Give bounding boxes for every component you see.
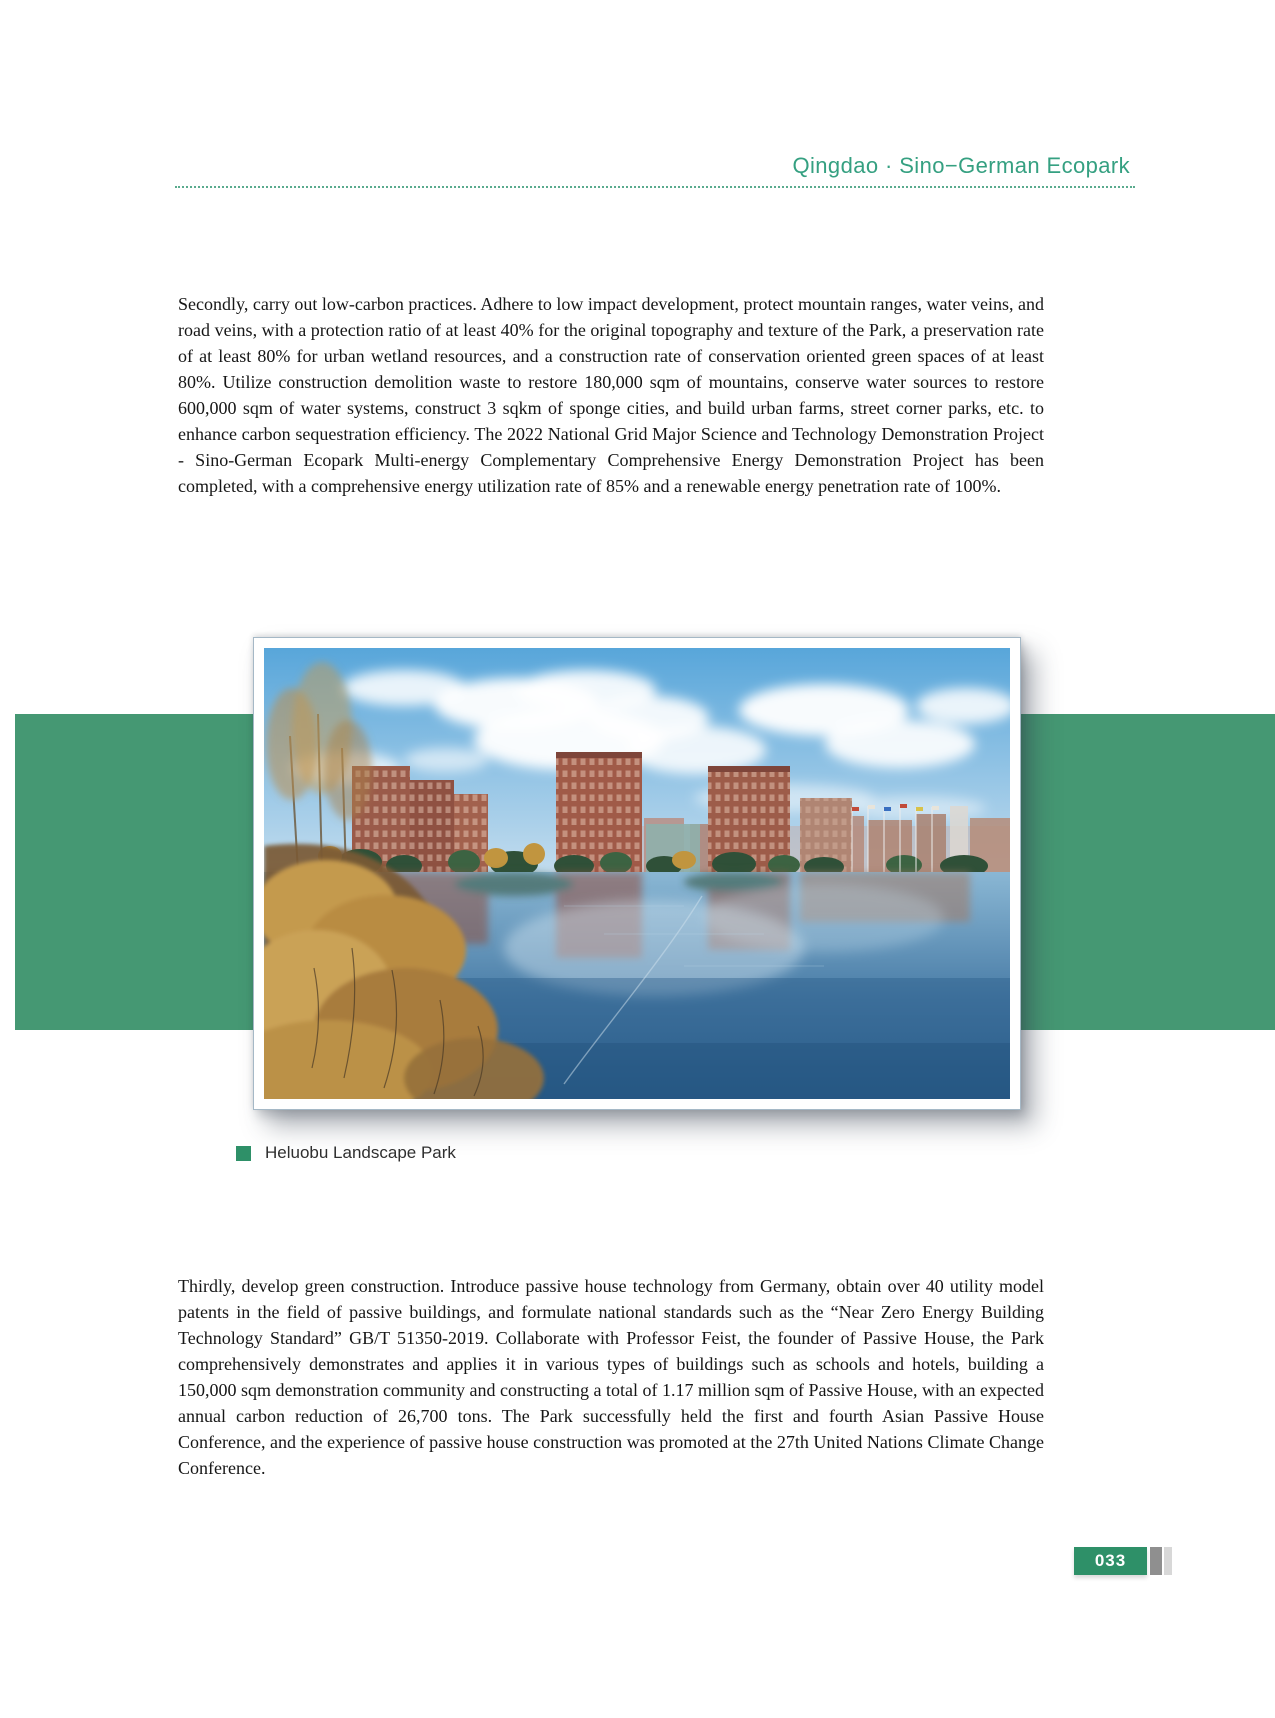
caption-bullet-icon xyxy=(236,1146,251,1161)
header-dotted-divider xyxy=(175,186,1135,188)
pager-bar-dark xyxy=(1150,1547,1162,1575)
pager-bar-light xyxy=(1164,1547,1172,1575)
landscape-photo xyxy=(264,648,1010,1099)
page-number-badge: 033 xyxy=(1074,1547,1147,1575)
paragraph-secondly: Secondly, carry out low-carbon practices. Adhere to low impact development, protect mountain ranges, water veins, and road veins, with a protection ratio of at least 40% for the original topography and texture of the Park, a preservation rate of at least 80% for urban wetland resources, and a construction rate of conservation oriented green spaces of at least 80%. Utilize construction demolition waste to restore 180,000 sqm of mountains, conserve water sources to restore 600,000 sqm of water systems, construct 3 sqkm of sponge cities, and build urban farms, street corner parks, etc. to enhance carbon sequestration efficiency. The 2022 National Grid Major Science and Technology Demonstration Project - Sino-German Ecopark Multi-energy Complementary Comprehensive Energy Demonstration Project has been completed, with a comprehensive energy utilization rate of 85% and a renewable energy penetration rate of 100%. xyxy=(178,294,1044,496)
paragraph-thirdly: Thirdly, develop green construction. Introduce passive house technology from Germany, obtain over 40 utility model patents in the field of passive buildings, and formulate national standards such as the “Near Zero Energy Building Technology Standard” GB/T 51350-2019. Collaborate with Professor Feist, the founder of Passive House, the Park comprehensively demonstrates and applies it in various types of buildings such as schools and hotels, building a 150,000 sqm demonstration community and constructing a total of 1.17 million sqm of Passive House, with an expected annual carbon reduction of 26,700 tons. The Park successfully held the first and fourth Asian Passive House Conference, and the experience of passive house construction was promoted at the 27th United Nations Climate Change Conference. xyxy=(178,1276,1044,1478)
caption-text: Heluobu Landscape Park xyxy=(265,1143,456,1162)
photo-caption xyxy=(236,1143,456,1163)
photo-card xyxy=(253,637,1021,1110)
page-header-title: Qingdao · Sino−German Ecopark xyxy=(792,153,1130,178)
